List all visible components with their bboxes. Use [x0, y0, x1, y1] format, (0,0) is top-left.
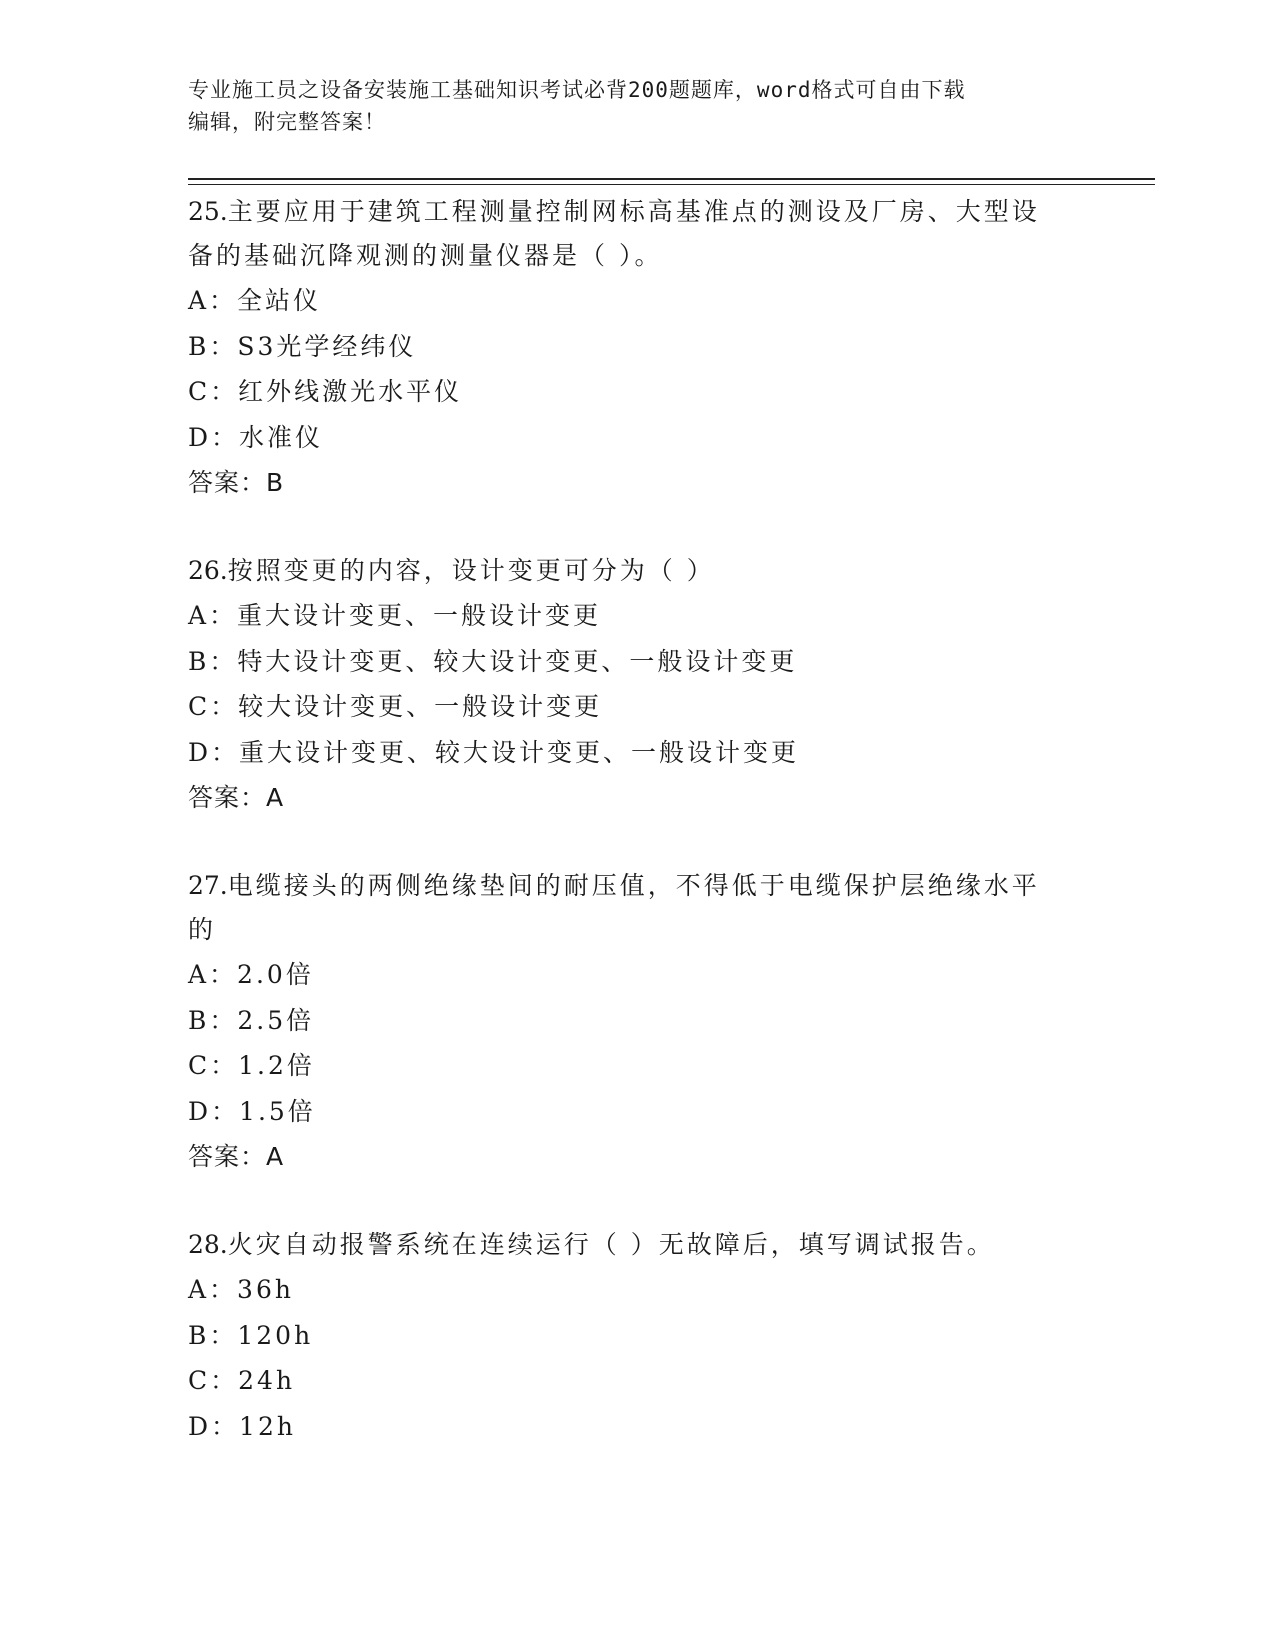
question-spacer — [188, 1179, 1088, 1223]
question-28 — [188, 1223, 1088, 1449]
option-d: D：1.5倍 — [188, 1096, 316, 1126]
question-stem — [188, 549, 1088, 593]
option-b: B：特大设计变更、较大设计变更、一般设计变更 — [188, 646, 798, 676]
option-c: C：红外线激光水平仪 — [188, 377, 463, 406]
header-title-line-1: 专业施工员之设备安装施工基础知识考试必背200题题库，word格式可自由下载 — [188, 78, 966, 102]
option-a: A：2.0倍 — [188, 960, 314, 989]
question-number: 28. — [188, 1230, 228, 1259]
option-d: D：重大设计变更、较大设计变更、一般设计变更 — [188, 737, 800, 767]
option-a: A：重大设计变更、一般设计变更 — [188, 601, 602, 630]
option-d: D：水准仪 — [188, 422, 324, 452]
question-27 — [188, 864, 1088, 1179]
question-number: 26. — [188, 556, 228, 585]
question-spacer — [188, 505, 1088, 549]
answer-line: 答案：A — [188, 1142, 285, 1171]
question-26 — [188, 549, 1088, 820]
question-stem — [188, 1223, 1088, 1267]
question-text-line-2: 备的基础沉降观测的测量仪器是（ ）。 — [188, 241, 663, 270]
question-text-line-1: 按照变更的内容，设计变更可分为（ ） — [227, 556, 715, 585]
header-divider-thin — [188, 184, 1155, 185]
option-b: B：120h — [188, 1320, 314, 1350]
question-spacer — [188, 820, 1088, 864]
header-divider-thick — [188, 178, 1155, 180]
question-number: 25. — [188, 197, 228, 226]
question-25 — [188, 190, 1088, 505]
answer-line: 答案：A — [188, 783, 285, 812]
question-stem — [188, 864, 1088, 952]
option-a: A：36h — [188, 1275, 294, 1304]
option-c: C：24h — [188, 1366, 296, 1395]
question-list — [188, 190, 1088, 1449]
question-text-line-2: 的 — [188, 915, 217, 944]
option-c: C：1.2倍 — [188, 1051, 315, 1080]
option-b: B：2.5倍 — [188, 1005, 315, 1035]
header-title-line-2: 编辑，附完整答案！ — [188, 110, 386, 134]
option-c: C：较大设计变更、一般设计变更 — [188, 692, 603, 721]
question-text-line-1: 电缆接头的两侧绝缘垫间的耐压值，不得低于电缆保护层绝缘水平 — [227, 871, 1040, 900]
option-b: B：S3光学经纬仪 — [188, 331, 417, 361]
question-text-line-1: 主要应用于建筑工程测量控制网标高基准点的测设及厂房、大型设 — [227, 197, 1040, 226]
answer-line: 答案：B — [188, 468, 285, 497]
option-a: A：全站仪 — [188, 286, 322, 315]
question-number: 27. — [188, 871, 228, 900]
document-header — [188, 74, 1088, 138]
option-d: D：12h — [188, 1411, 296, 1441]
question-stem — [188, 190, 1088, 278]
question-text-line-1: 火灾自动报警系统在连续运行（ ）无故障后，填写调试报告。 — [227, 1230, 995, 1259]
